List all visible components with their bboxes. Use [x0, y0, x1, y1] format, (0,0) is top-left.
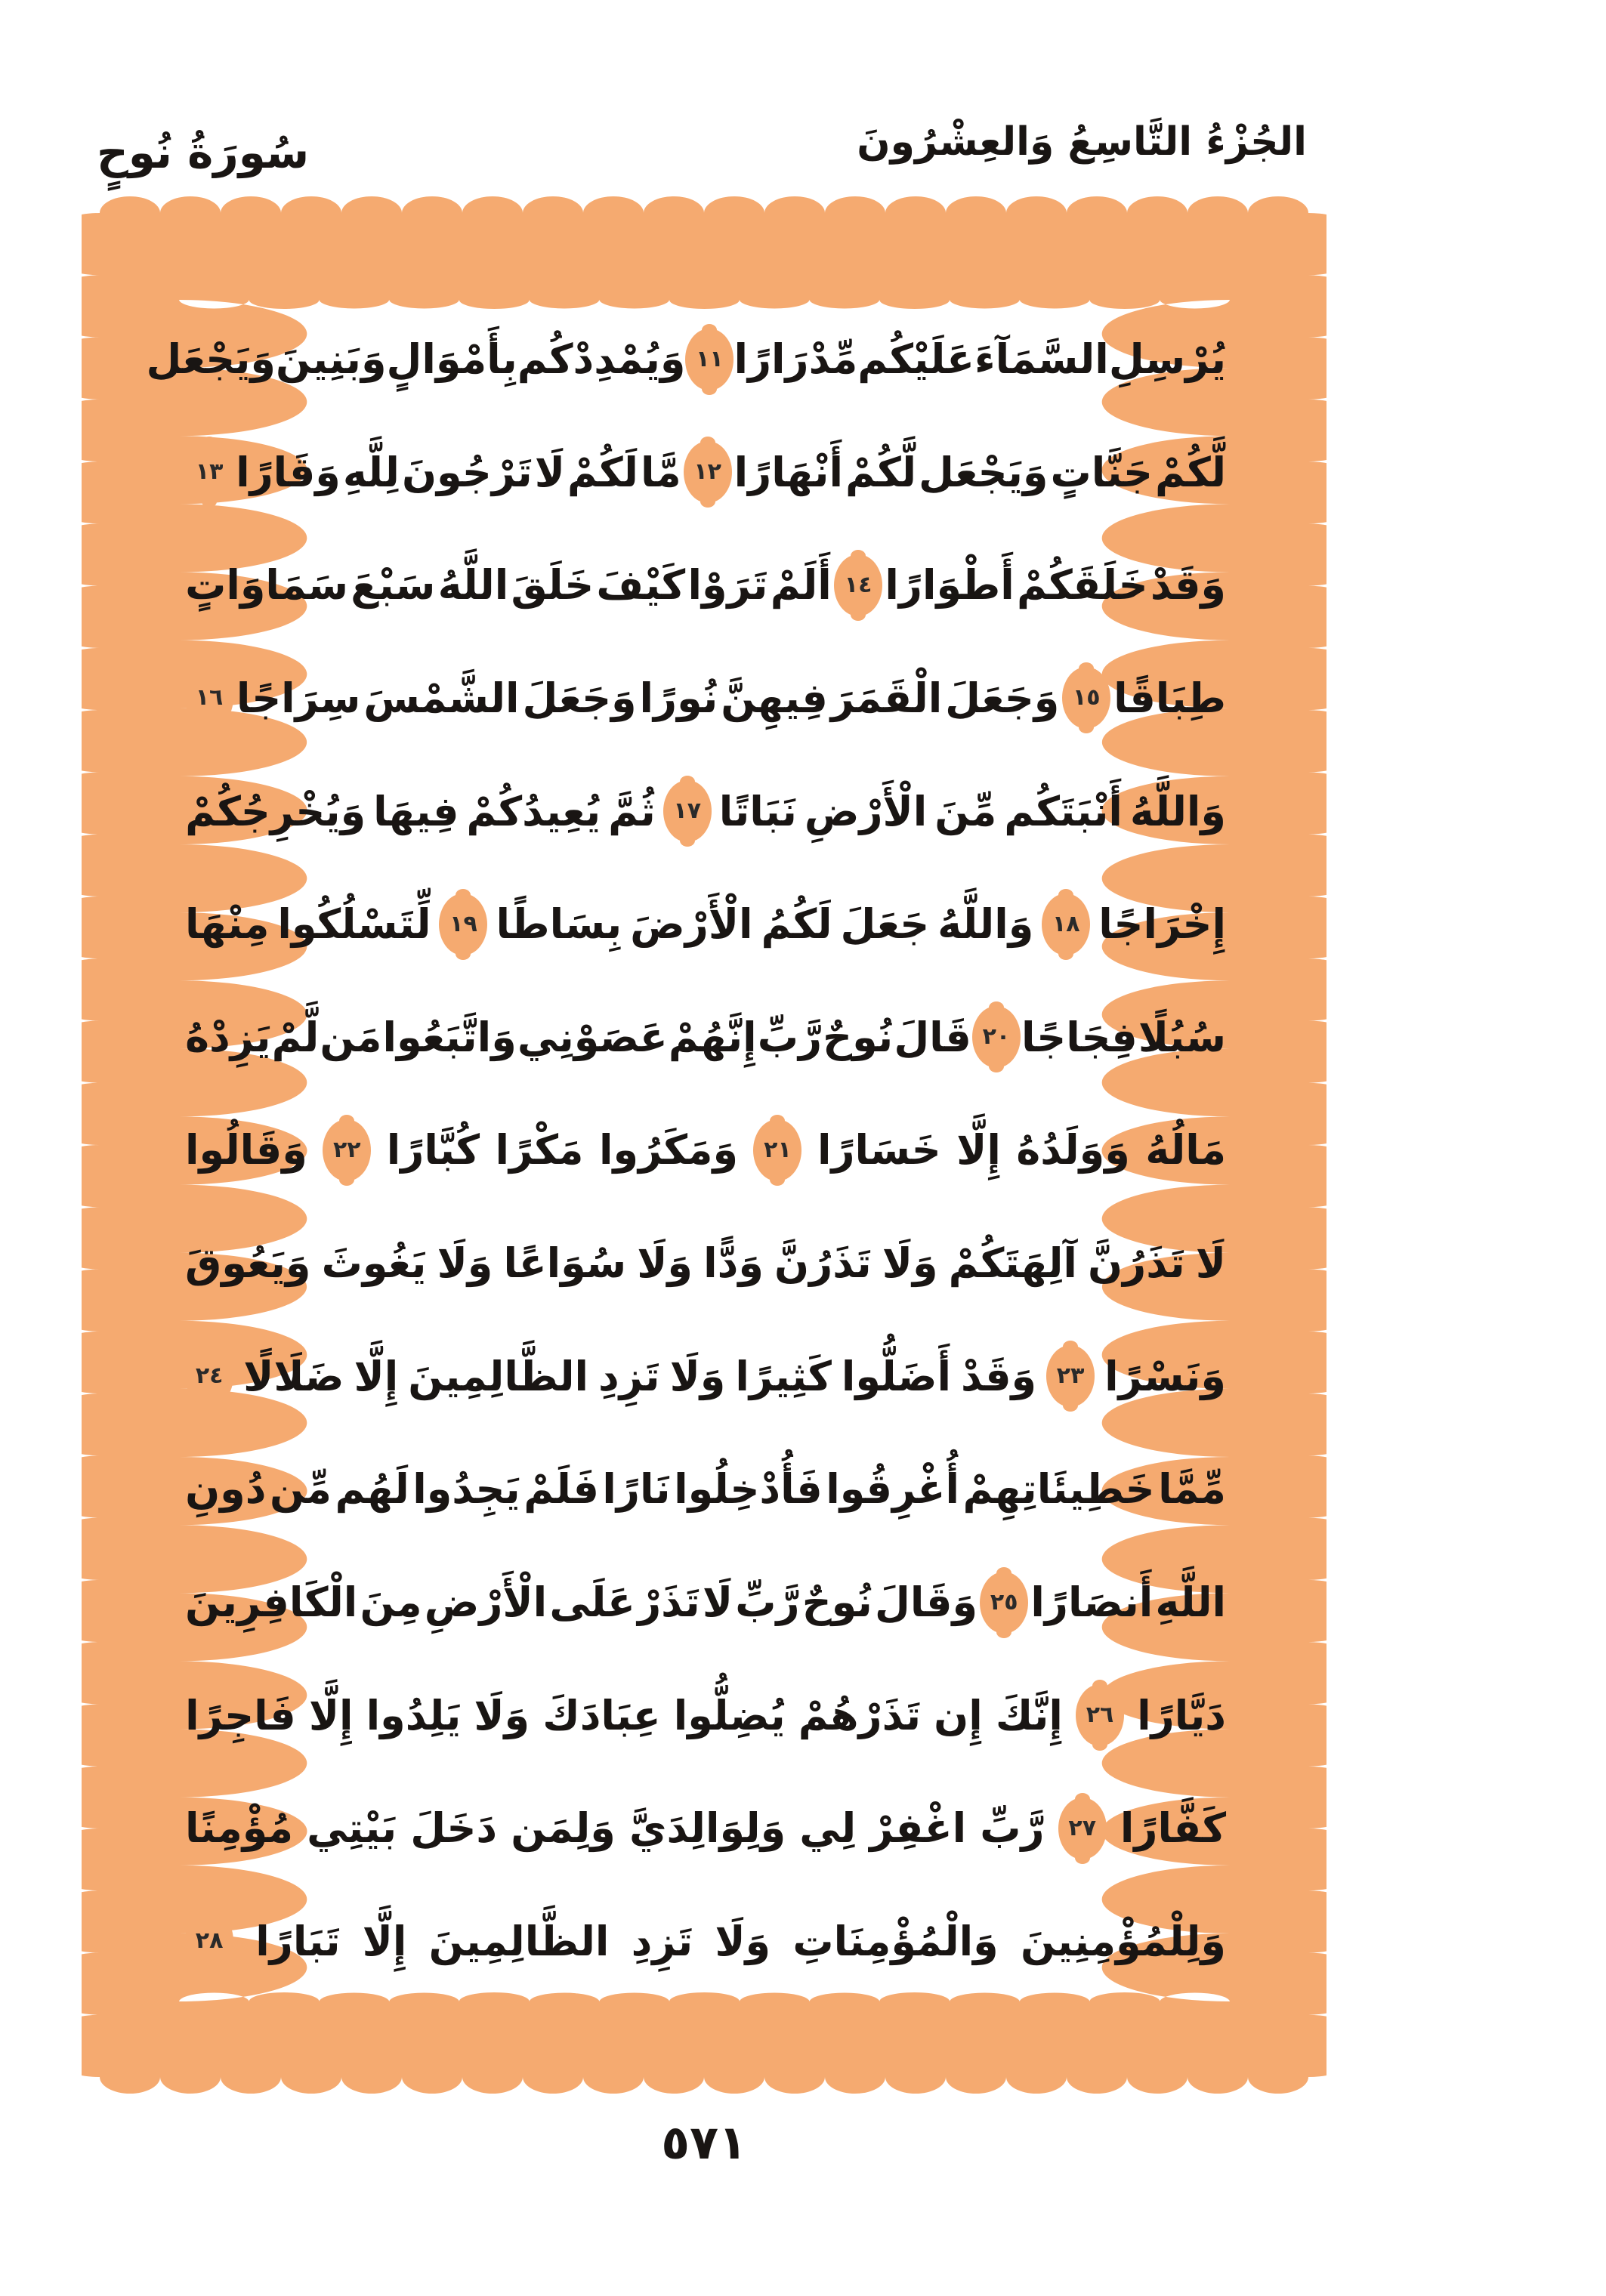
quran-word: مِّن — [269, 1465, 332, 1514]
quran-word: وَلِمَن — [511, 1804, 616, 1853]
ayah-marker — [323, 1119, 371, 1181]
quran-word: لَكُمْ — [567, 448, 638, 496]
quran-line — [185, 756, 1226, 867]
quran-word: فَلَمْ — [523, 1465, 599, 1514]
quran-word: أُغْرِقُوا — [826, 1465, 959, 1514]
quran-word: مِنْهَا — [185, 900, 270, 949]
quran-word: إِنَّكَ — [995, 1691, 1063, 1739]
quran-word: إِلَّا — [956, 1126, 1001, 1174]
quran-word: نَارًا — [602, 1465, 671, 1514]
quran-word: لِي — [799, 1804, 857, 1853]
quran-word: لَا — [702, 1578, 734, 1627]
quran-word: اللَّهِ — [1155, 1578, 1226, 1627]
ayah-number: ٢٣ — [1056, 1362, 1085, 1390]
quran-word: يُضِلُّوا — [673, 1691, 786, 1739]
quran-word: لَّكُمْ — [1154, 448, 1226, 496]
quran-word: سُوَاعًا — [503, 1239, 627, 1288]
quran-word: فِيهَا — [373, 787, 459, 835]
ayah-marker — [685, 329, 734, 390]
quran-word: يُعِيدُكُمْ — [466, 787, 601, 835]
ayah-number: ٢١ — [764, 1136, 792, 1163]
quran-word: وَلَا — [637, 1239, 693, 1288]
quran-word: السَّمَآءَ — [974, 335, 1109, 383]
quran-line — [185, 1886, 1226, 1997]
quran-word: أَطْوَارًا — [885, 561, 1015, 609]
quran-word: قَالَ — [894, 1013, 971, 1061]
quran-word: وَيُمْدِدْكُم — [517, 335, 686, 383]
quran-word: إِن — [934, 1691, 983, 1739]
quran-word: سَمَاوَاتٍ — [185, 561, 349, 609]
page-number: ٥٧١ — [661, 2115, 747, 2170]
ayah-number: ٢٥ — [990, 1588, 1018, 1616]
quran-word: دَخَلَ — [410, 1804, 498, 1853]
quran-word: وَاللَّهُ — [937, 900, 1034, 949]
quran-word: اللَّهُ — [437, 561, 509, 609]
quran-word: لَّمْ — [271, 1013, 320, 1061]
quran-word: الظَّالِمِينَ — [408, 1352, 588, 1400]
quran-line — [185, 982, 1226, 1093]
quran-line — [185, 869, 1226, 980]
quran-word: آلِهَتَكُمْ — [948, 1239, 1077, 1288]
quran-word: لَا — [1195, 1239, 1226, 1288]
quran-word: وَدًّا — [703, 1239, 764, 1288]
quran-line — [146, 304, 1226, 415]
quran-word: فَأُدْخِلُوا — [674, 1465, 823, 1514]
quran-word: تَذَرْهُمْ — [798, 1691, 922, 1739]
ayah-number: ٢٦ — [1086, 1702, 1114, 1729]
quran-word: الشَّمْسَ — [363, 674, 520, 722]
ayah-number: ٢٨ — [195, 1927, 224, 1955]
ayah-marker — [834, 554, 882, 616]
quran-word: لَّكُمْ — [845, 448, 916, 496]
quran-word: أَضَلُّوا — [841, 1352, 952, 1400]
quran-word: تَبَارًا — [255, 1917, 341, 1965]
quran-word: ضَلَالًا — [243, 1352, 344, 1400]
quran-word: نُوحٌ — [801, 1578, 872, 1627]
quran-word: أَنْهَارًا — [734, 448, 843, 496]
quran-word: مَّا — [640, 448, 681, 496]
quran-word: وَنَسْرًا — [1104, 1352, 1226, 1400]
quran-word: كَثِيرًا — [735, 1352, 832, 1400]
quran-word: فِيهِنَّ — [721, 674, 828, 722]
quran-word: وَقَارًا — [236, 448, 341, 496]
ayah-marker — [185, 1345, 233, 1407]
ayah-marker — [980, 1572, 1028, 1634]
quran-word: وَلِوَالِدَيَّ — [629, 1804, 786, 1853]
quran-word: الْأَرْضَ — [630, 900, 753, 949]
ayah-marker — [1058, 1798, 1107, 1859]
quran-word: وَلَا — [715, 1917, 771, 1965]
ayah-marker — [185, 667, 233, 729]
quran-word: الظَّالِمِينَ — [428, 1917, 610, 1965]
quran-word: تَذَرُنَّ — [774, 1239, 872, 1288]
quran-word: عَلَى — [549, 1578, 635, 1627]
quran-word: وَلِلْمُؤْمِنِينَ — [1020, 1917, 1226, 1965]
quran-word: رَّبِّ — [757, 1013, 823, 1061]
ayah-marker — [972, 1006, 1021, 1068]
quran-word: الْكَافِرِينَ — [185, 1578, 358, 1627]
quran-word: دَيَّارًا — [1137, 1691, 1226, 1739]
quran-word: أَنصَارًا — [1030, 1578, 1154, 1627]
ayah-marker — [1062, 667, 1110, 729]
quran-word: سَبْعَ — [351, 561, 436, 609]
quran-word: الْقَمَرَ — [830, 674, 943, 722]
quran-word: وَلَا — [437, 1239, 493, 1288]
quran-word: إِخْرَاجًا — [1098, 900, 1226, 949]
quran-word: وَجَعَلَ — [945, 674, 1060, 722]
quran-word: جَنَّاتٍ — [1050, 448, 1153, 496]
quran-word: مَالُهُ — [1145, 1126, 1226, 1174]
quran-word: خَلَقَ — [511, 561, 595, 609]
quran-word: وَلَا — [882, 1239, 938, 1288]
surah-title: سُورَةُ نُوحٍ — [97, 127, 310, 178]
ayah-number: ٢٢ — [333, 1136, 361, 1163]
quran-word: وَبَنِينَ — [275, 335, 387, 383]
ayah-marker — [1046, 1345, 1095, 1407]
quran-word: فِجَاجًا — [1021, 1013, 1138, 1061]
quran-word: تَرَوْا — [687, 561, 768, 609]
ayah-number: ١٥ — [1072, 684, 1101, 711]
quran-word: تَذَرُنَّ — [1088, 1239, 1185, 1288]
quran-word: مُؤْمِنًا — [185, 1804, 294, 1853]
quran-word: رَّبِّ — [735, 1578, 800, 1627]
quran-word: تَرْجُونَ — [401, 448, 533, 496]
ayah-number: ١١ — [696, 345, 724, 372]
quran-line — [185, 1773, 1226, 1884]
quran-word: نُورًا — [639, 674, 718, 722]
quran-word: وَيَعُوقَ — [185, 1239, 311, 1288]
quran-line — [185, 529, 1226, 640]
quran-word: لِّتَسْلُكُوا — [277, 900, 431, 949]
quran-word: تَزِدِ — [631, 1917, 693, 1965]
quran-word: خَطِيئَاتِهِمْ — [962, 1465, 1155, 1514]
quran-word: رَّبِّ — [980, 1804, 1045, 1853]
quran-line — [185, 1321, 1226, 1432]
quran-line — [185, 643, 1226, 754]
quran-line — [185, 1433, 1226, 1545]
quran-word: سُبُلًا — [1138, 1013, 1226, 1061]
quran-line — [185, 1208, 1226, 1319]
quran-word: نَبَاتًا — [718, 787, 797, 835]
quran-word: لِلَّهِ — [342, 448, 400, 496]
quran-line — [185, 1660, 1226, 1771]
quran-word: سِرَاجًا — [236, 674, 361, 722]
quran-word: مِّنَ — [934, 787, 997, 835]
quran-word: كَيْفَ — [596, 561, 686, 609]
quran-word: مِّدْرَارًا — [734, 335, 858, 383]
quran-word: يَجِدُوا — [412, 1465, 520, 1514]
quran-word: إِلَّا — [308, 1691, 354, 1739]
ayah-marker — [1076, 1684, 1124, 1746]
ayah-marker — [1042, 893, 1090, 955]
quran-word: إِلَّا — [354, 1352, 399, 1400]
quran-word: كُبَّارًا — [386, 1126, 480, 1174]
quran-word: كَفَّارًا — [1120, 1804, 1226, 1853]
ayah-number: ١٤ — [844, 571, 872, 598]
quran-word: إِلَّا — [362, 1917, 407, 1965]
quran-word: وَاتَّبَعُوا — [382, 1013, 517, 1061]
ayah-number: ١٢ — [693, 458, 721, 486]
ayah-number: ١٧ — [673, 798, 702, 825]
ayah-marker — [185, 441, 233, 503]
quran-word: إِنَّهُمْ — [668, 1013, 757, 1061]
ayah-marker — [185, 1910, 233, 1972]
quran-word: وَلَا — [669, 1352, 726, 1400]
quran-word: يَزِدْهُ — [185, 1013, 271, 1061]
quran-word: بِأَمْوَالٍ — [386, 335, 517, 383]
quran-word: نُوحٌ — [823, 1013, 894, 1061]
quran-word: وَقَدْ — [961, 1352, 1037, 1400]
quran-word: يُرْسِلِ — [1108, 335, 1226, 383]
quran-word: وَقَالَ — [874, 1578, 978, 1627]
quran-word: وَاللَّهُ — [1129, 787, 1226, 835]
quran-line — [185, 417, 1226, 528]
quran-word: مِنَ — [360, 1578, 422, 1627]
ayah-number: ١٩ — [449, 910, 477, 937]
quran-word: ثُمَّ — [608, 787, 656, 835]
quran-word: لَكُمُ — [761, 900, 832, 949]
quran-word: أَنْبَتَكُم — [1004, 787, 1123, 835]
quran-word: بِسَاطًا — [496, 900, 622, 949]
quran-word: مِّمَّا — [1158, 1465, 1226, 1514]
quran-word: وَيُخْرِجُكُمْ — [185, 787, 366, 835]
quran-line — [185, 1547, 1226, 1658]
quran-word: عَصَوْنِي — [517, 1013, 668, 1061]
quran-word: الْأَرْضِ — [804, 787, 928, 835]
quran-word: يَغُوثَ — [321, 1239, 427, 1288]
quran-word: وَمَكَرُوا — [598, 1126, 739, 1174]
quran-word: اغْفِرْ — [869, 1804, 967, 1853]
quran-text-area — [146, 304, 1226, 1997]
ayah-number: ٢٧ — [1068, 1814, 1097, 1841]
quran-word: يَلِدُوا — [366, 1691, 462, 1739]
quran-word: تَزِدِ — [598, 1352, 660, 1400]
quran-word: خَسَارًا — [817, 1126, 941, 1174]
quran-word: وَجَعَلَ — [522, 674, 637, 722]
quran-word: وَقَدْ — [1150, 561, 1226, 609]
quran-word: عَلَيْكُم — [857, 335, 974, 383]
ayah-number: ١٦ — [195, 684, 224, 711]
quran-word: لَهُم — [335, 1465, 409, 1514]
quran-word: وَلَا — [474, 1691, 530, 1739]
quran-line — [185, 1094, 1226, 1205]
ayah-marker — [684, 441, 732, 503]
quran-word: جَعَلَ — [840, 900, 930, 949]
quran-word: فَاجِرًا — [185, 1691, 296, 1739]
quran-word: وَيَجْعَل — [919, 448, 1049, 496]
quran-word: مَكْرًا — [495, 1126, 584, 1174]
quran-word: الْأَرْضِ — [424, 1578, 548, 1627]
quran-word: لَا — [534, 448, 565, 496]
quran-word: وَقَالُوا — [185, 1126, 307, 1174]
ayah-number: ١٣ — [195, 458, 224, 486]
quran-word: وَيَجْعَل — [146, 335, 276, 383]
quran-word: وَالْمُؤْمِنَاتِ — [792, 1917, 999, 1965]
ayah-marker — [439, 893, 487, 955]
ayah-marker — [753, 1119, 801, 1181]
ayah-number: ٢٤ — [195, 1362, 224, 1390]
quran-word: وَوَلَدُهُ — [1016, 1126, 1130, 1174]
quran-word: مَن — [320, 1013, 382, 1061]
quran-word: أَلَمْ — [770, 561, 832, 609]
quran-word: عِبَادَكَ — [542, 1691, 661, 1739]
quran-word: دُونِ — [185, 1465, 267, 1514]
ayah-number: ١٨ — [1052, 910, 1080, 937]
quran-word: طِبَاقًا — [1113, 674, 1226, 722]
juz-title: الجُزْءُ التَّاسِعُ وَالعِشْرُونَ — [857, 119, 1307, 165]
quran-word: تَذَرْ — [638, 1578, 700, 1627]
quran-word: خَلَقَكُمْ — [1017, 561, 1148, 609]
ayah-marker — [663, 780, 712, 842]
ayah-number: ٢٠ — [982, 1023, 1011, 1051]
quran-word: بَيْتِي — [307, 1804, 397, 1853]
